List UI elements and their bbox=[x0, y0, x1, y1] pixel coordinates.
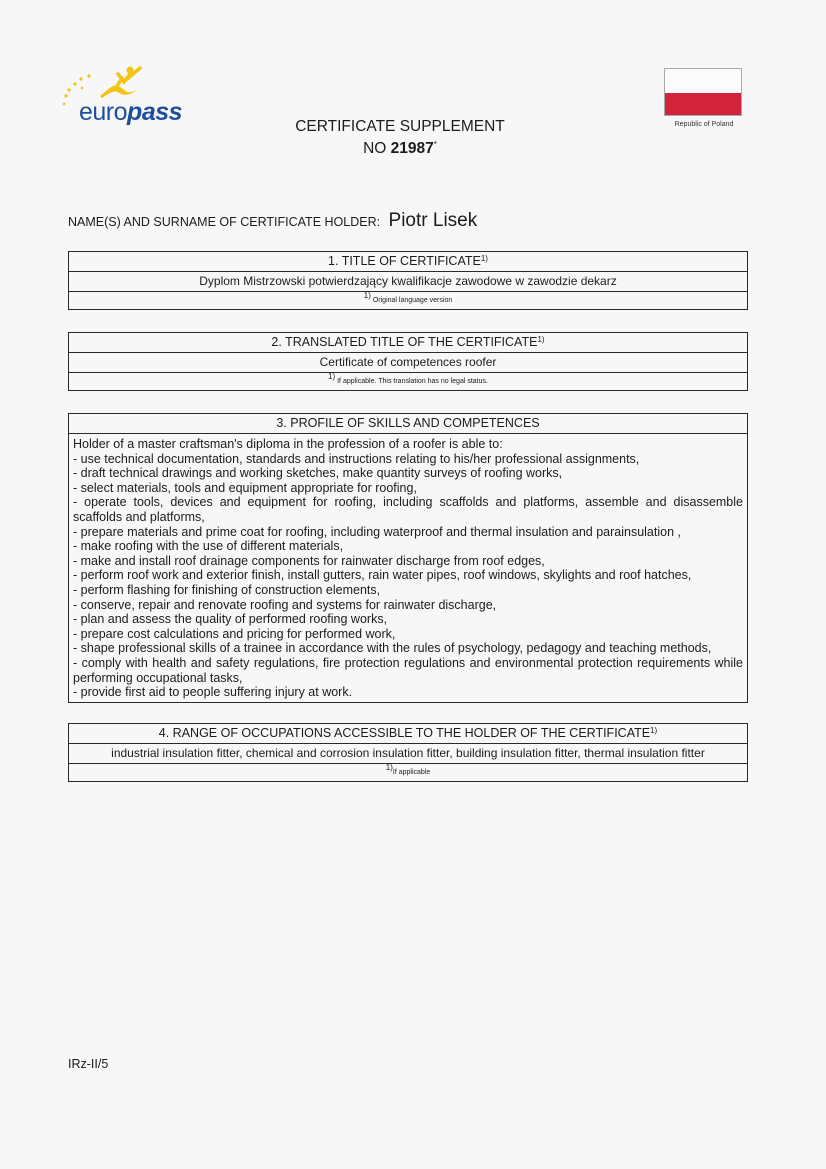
title-text: CERTIFICATE SUPPLEMENT bbox=[295, 118, 505, 135]
section1-value: Dyplom Mistrzowski potwierdzający kwalifikacje zawodowe w zawodzie dekarz bbox=[69, 271, 747, 291]
holder-name: Piotr Lisek bbox=[388, 210, 478, 231]
skill-item: - perform roof work and exterior finish, install gutters, rain water pipes, roof windows, skylights and roof hatches, bbox=[73, 568, 692, 583]
europass-wordmark: europass bbox=[79, 98, 183, 126]
skills-intro: Holder of a master craftsman's diploma in the profession of a roofer is able to: bbox=[73, 437, 503, 451]
section-translated-title bbox=[68, 332, 748, 391]
certificate-number: NO 21987* bbox=[363, 140, 437, 158]
skill-item: - shape professional skills of a trainee in accordance with the rules of psychology, pedagogy and teaching methods, bbox=[73, 641, 712, 656]
flag-red-stripe bbox=[665, 93, 741, 116]
section-profile-of-skills bbox=[68, 413, 748, 703]
section1-heading: 1. TITLE OF CERTIFICATE$^{1)}$ bbox=[328, 254, 488, 268]
holder-label: NAME(S) AND SURNAME OF CERTIFICATE HOLDER: bbox=[68, 215, 381, 229]
flag-of-poland bbox=[664, 68, 742, 116]
skill-item: - prepare cost calculations and pricing for performed work, bbox=[73, 626, 396, 641]
section-range-of-occupations bbox=[68, 723, 748, 782]
skill-item: - make and install roof drainage components for rainwater discharge from roof edges, bbox=[73, 553, 545, 568]
section2-note: $^{1)}$ If applicable. This translation has no legal status. bbox=[69, 372, 747, 390]
skill-item: - draft technical drawings and working sketches, make quantity surveys of roofing works, bbox=[73, 466, 563, 481]
skills-list bbox=[69, 433, 747, 702]
document-title bbox=[250, 118, 550, 158]
holder-line bbox=[68, 210, 477, 232]
skill-item: - operate tools, devices and equipment for roofing, including scaffolds and platforms, assemble and disassemble scaffolds and platforms, bbox=[73, 495, 743, 524]
section3-heading: 3. PROFILE OF SKILLS AND COMPETENCES bbox=[276, 416, 540, 430]
section1-note: $^{1)}$ Original language version bbox=[69, 291, 747, 309]
skill-item: - make roofing with the use of different materials, bbox=[73, 539, 344, 554]
section4-heading: 4. RANGE OF OCCUPATIONS ACCESSIBLE TO THE HOLDER OF THE CERTIFICATE$^{1)}$ bbox=[158, 726, 658, 740]
europass-logo bbox=[60, 66, 190, 136]
skill-item: - provide first aid to people suffering injury at work. bbox=[73, 685, 353, 700]
flag-white-stripe bbox=[665, 69, 741, 93]
section2-value: Certificate of competences roofer bbox=[69, 352, 747, 372]
section-title-of-certificate bbox=[68, 251, 748, 310]
skill-item: - perform flashing for finishing of construction elements, bbox=[73, 582, 381, 597]
flag-caption: Republic of Poland bbox=[674, 121, 734, 128]
skill-item: - use technical documentation, standards and instructions relating to his/her professional assignments, bbox=[73, 451, 640, 466]
skill-item: - conserve, repair and renovate roofing and systems for rainwater discharge, bbox=[73, 597, 497, 612]
form-code: IRz-II/5 bbox=[68, 1057, 109, 1071]
skill-item: - prepare materials and prime coat for roofing, including waterproof and thermal insulation and parainsulation , bbox=[73, 524, 681, 539]
section4-note: $^{1)}$If applicable bbox=[69, 763, 747, 781]
skill-item: - plan and assess the quality of performed roofing works, bbox=[73, 612, 388, 627]
skill-item: - select materials, tools and equipment appropriate for roofing, bbox=[73, 480, 417, 495]
section2-heading: 2. TRANSLATED TITLE OF THE CERTIFICATE$^{1)}$ bbox=[271, 335, 545, 349]
skill-item: - comply with health and safety regulations, fire protection regulations and environmental protection requirements while performing occupational tasks, bbox=[73, 655, 743, 685]
section4-value: industrial insulation fitter, chemical and corrosion insulation fitter, building insulation fitter, thermal insulation fitter bbox=[69, 743, 747, 763]
